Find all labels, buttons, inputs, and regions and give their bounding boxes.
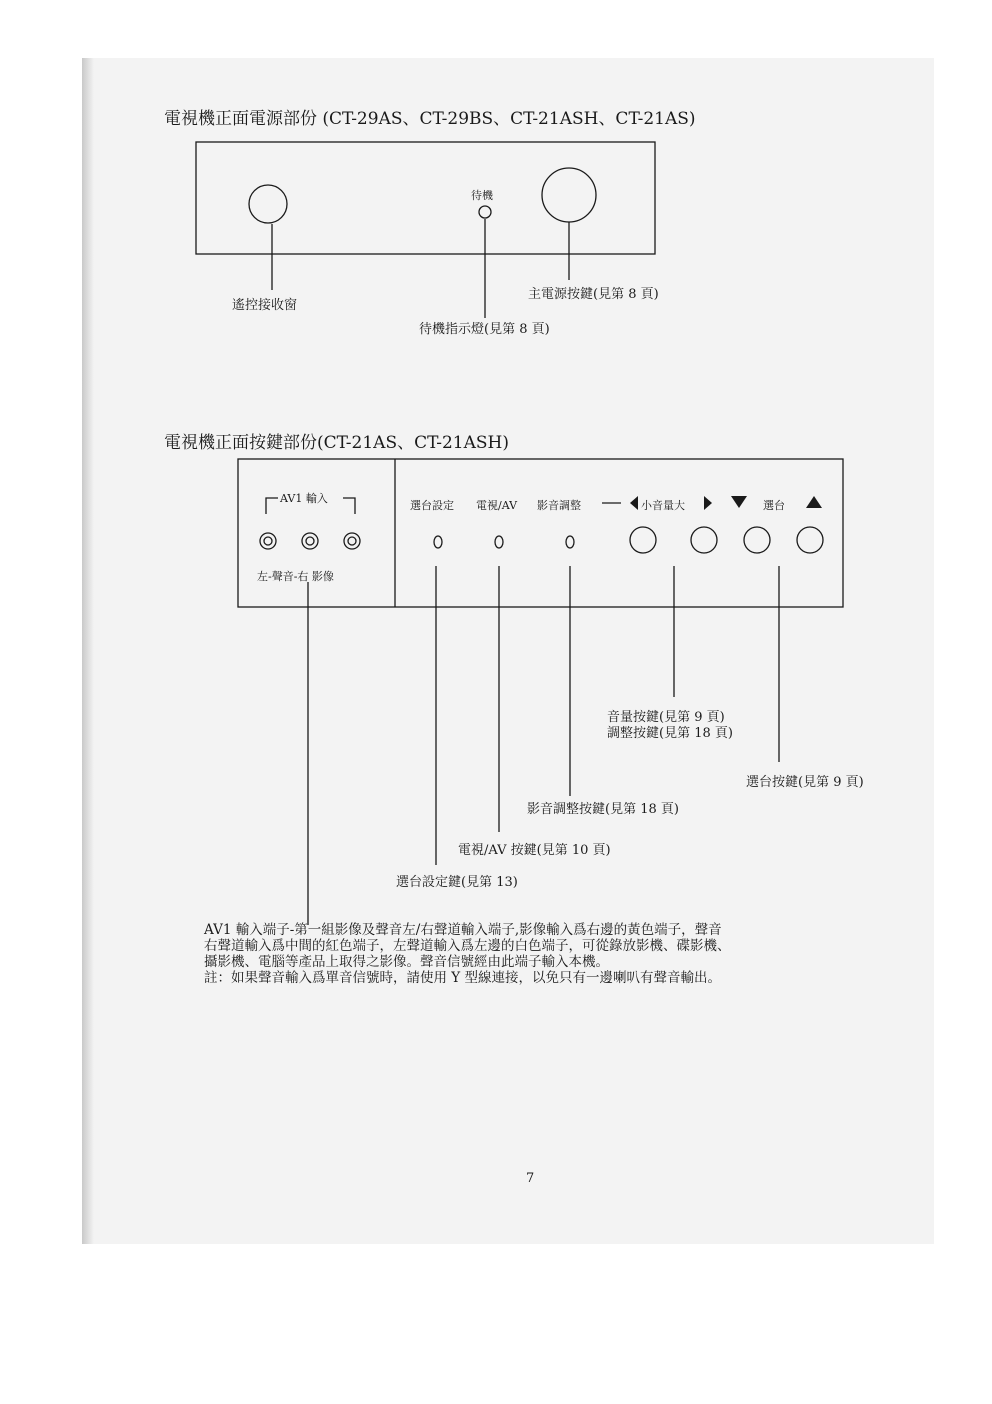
av1-bracket-left: [266, 498, 278, 514]
description-line-2: 右聲道輸入爲中間的紅色端子，左聲道輸入爲左邊的白色端子，可從錄放影機、碟影機、: [204, 938, 731, 954]
volume-label: 小音量大: [641, 499, 685, 512]
standby-indicator-led: [479, 206, 491, 218]
channel-down-arrow-icon: [731, 496, 747, 508]
channel-up-arrow-icon: [806, 496, 822, 508]
standby-indicator-label: 待機指示燈(見第 8 頁): [419, 322, 550, 337]
channel-setup-key-label: 選台設定鍵(見第 13): [396, 875, 518, 890]
av1-bracket-right: [343, 498, 355, 514]
volume-down-button: [630, 527, 656, 553]
audio-left-jack: [260, 533, 276, 549]
adjust-key-label: 調整按鍵(見第 18 頁): [607, 726, 733, 741]
volume-key-label: 音量按鍵(見第 9 頁): [607, 710, 725, 725]
volume-up-button: [691, 527, 717, 553]
main-power-label: 主電源按鍵(見第 8 頁): [528, 287, 659, 302]
video-jack: [344, 533, 360, 549]
volume-down-arrow-icon: [630, 496, 638, 510]
av-adjust-label: 影音調整: [537, 499, 581, 512]
av1-input-label: AV1 輸入: [280, 492, 328, 505]
standby-top-label: 待機: [471, 189, 493, 202]
control-section-title: 電視機正面按鍵部份(CT-21AS、CT-21ASH): [164, 433, 509, 453]
channel-setup-button: [434, 536, 442, 548]
volume-up-arrow-icon: [704, 496, 712, 510]
description-line-1: AV1 輸入端子-第一組影像及聲音左/右聲道輸入端子,影像輸入爲右邊的黃色端子，聲音: [204, 922, 722, 938]
tv-av-button: [495, 536, 503, 548]
remote-sensor-window: [249, 185, 287, 223]
main-power-button: [542, 168, 596, 222]
control-panel-outline: [238, 459, 843, 607]
channel-key-label: 選台按鍵(見第 9 頁): [746, 775, 864, 790]
channel-label: 選台: [763, 499, 785, 512]
audio-video-label: 左-聲音-右 影像: [257, 570, 334, 583]
page-number: 7: [526, 1171, 535, 1186]
channel-up-button: [797, 527, 823, 553]
power-section-title: 電視機正面電源部份 (CT-29AS、CT-29BS、CT-21ASH、CT-21AS): [164, 109, 696, 129]
description-note: 註：如果聲音輸入爲單音信號時，請使用 Y 型線連接，以免只有一邊喇叭有聲音輸出。: [204, 970, 721, 986]
tv-av-key-label: 電視/AV 按鍵(見第 10 頁): [458, 843, 611, 858]
channel-setup-label: 選台設定: [410, 499, 454, 512]
channel-down-button: [744, 527, 770, 553]
av-adjust-key-label: 影音調整按鍵(見第 18 頁): [527, 802, 679, 817]
power-panel-outline: [196, 142, 655, 254]
tv-av-label: 電視/AV: [476, 499, 518, 512]
audio-right-jack: [302, 533, 318, 549]
remote-sensor-label: 遙控接收窗: [232, 298, 298, 313]
av-adjust-button: [566, 536, 574, 548]
description-line-3: 攝影機、電腦等產品上取得之影像。聲音信號經由此端子輸入本機。: [204, 954, 609, 970]
